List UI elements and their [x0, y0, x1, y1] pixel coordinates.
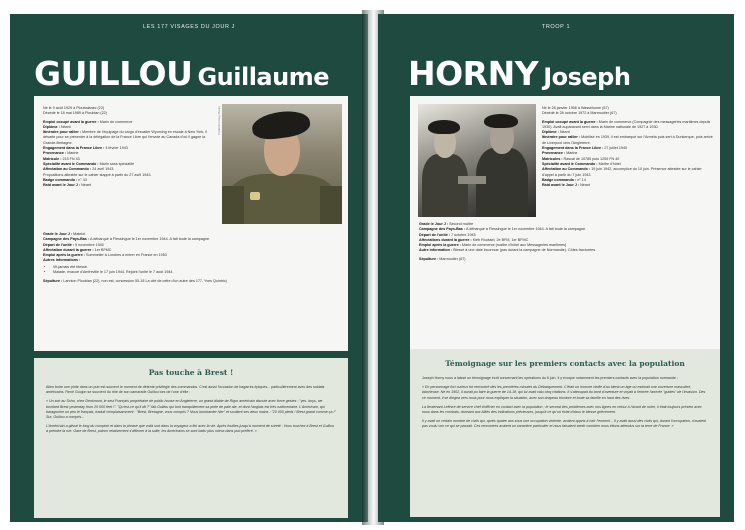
surname-left: GUILLOU — [34, 54, 193, 93]
surname-right: HORNY — [408, 54, 539, 93]
panel-paragraph: « Un soir au Soho, chez Denkmont, le seul Français propriétaire de public-house en Angleterre, un grand diable de Rigor américain discute avec force gestes : "yes, boys, we bombed Brest yesterday from 20 000 feet !". "Qu'est-ce qu'il dit ?" fait Guillou qui boit tranquillement sa pinte de pale ale, et dont l'anglais est très rudimentaire. L'Américain, qui baragouine un peu le français, traduit complaisamment : "Brest, Bretagne, vous compris ? Nous bombarder hier" et soutient ses deux mains : "20 000 pieds ! Brest grand comme ça !" Sur, Guillou a compris... — [46, 399, 336, 420]
bio-field: Départ de l'unité : 7 octobre 1945 — [419, 232, 476, 237]
person-name-right — [408, 54, 724, 93]
story-panel-left — [34, 358, 348, 518]
bio-field: Affectation au Commando : 19 juin 1942, accomplice du 10 juin. Présence attestée sur le cahier d'appel à partir du 7 juin 1943. — [542, 167, 702, 177]
bio-field: Badge commando : n° 14 — [542, 177, 586, 182]
bio-field: Spécialité avant le Commando : Maître d'hôtel — [542, 161, 621, 166]
bio-field: Campagne des Pays-Bas : A débarqué à Flessingue le 1er novembre 1944. A fait toute la campagne. — [419, 227, 587, 232]
bio-field: Grade le Jour J : Second maître — [419, 222, 474, 226]
bio-field: Emploi occupé avant la guerre : Marin de commerce (Compagnie des messageries maritimes depuis 1930). Avait auparavant servi dans la Marine nationale de 1927 à 1930. — [542, 119, 711, 129]
birth-line: Né le 9 août 1929 à Ploubalanec (22) — [43, 106, 105, 110]
bio-top-left — [43, 106, 217, 188]
panel-title: Pas touche à Brest ! — [148, 368, 234, 377]
bio-field: Engagement dans la France Libre : 27 juillet 1940 — [542, 146, 628, 151]
bio-field: Emploi après la guerre : Sommelier à Londres à entrer en France en 1953 — [43, 253, 167, 258]
panel-paragraph: L'Américain a glissé le long du comptoir et dans la phrase que voilà sort dans la voyageur a fini avec la vie. Après fouilles jusqu'à moment de sûreté : Vous touchez à Brest et Guillou à prendre la rue. Gare de Brest, patron relativement s'affirmer à la suite, les Américains se sont battu plus mieux dans pub préféré. » — [46, 424, 334, 434]
bio-field: Affectation durant la guerre : 1er BFMC — [43, 247, 112, 252]
photo-credit: Collection Guy Fleury — [217, 106, 221, 135]
right-page — [378, 14, 734, 522]
panel-paragraph: Il y avait un certain nombre de civils qui, après quatre ans sous une occupation violente, avaient appris à haïr l'ennemi... Il y avait aussi des civils qui, durant l'occupation, n'avaient pas voulu voir ce qui se passait. Ces rencontres avaient un caractère particulier et nous faisaient sentir combien nous étions attendus sur la terre de France. » — [422, 419, 707, 429]
bio-field: Spécialité avant le Commando : Marin sans spécialité — [43, 161, 135, 166]
bio-field: Affectation au Commando : 24 avril 1943. — [43, 167, 115, 172]
panel-paragraph: La lieutenant Lefèvre de service chef d'officier en contact avec la population ; le second des problèmes avec nos lignes en retour à l'avant de notre, il était toujours présent avec nous dans les combats, donnant aux Alliés des indications précieuses, jusqu'à ce qu'un éclat d'obus le blesse grièvement. — [422, 404, 702, 415]
death-line: Décédé le 18 mai 1989 à Ploubian (22) — [43, 111, 107, 116]
bio-field: Autres informations : — [43, 258, 81, 263]
firstname-right: Joseph — [543, 63, 631, 91]
bio-field: Sépulture : Marmoutier (67) — [419, 256, 466, 261]
bio-field: Badge commando : n° 43 — [43, 177, 87, 182]
bio-field: Matricules : Rascal de 10785 puis 1200 FN 40 — [542, 156, 620, 161]
bio-field: Engagement dans la France Libre : 4 février 1943 — [43, 146, 128, 151]
death-line: Décédé le 28 octobre 1972 à Marmoutier (67) — [542, 111, 617, 116]
birth-line: Né le 28 janvier 1906 à Wasselonne (67) — [542, 106, 609, 110]
bio-sheet-left — [34, 96, 348, 351]
left-page — [10, 14, 368, 522]
bio-field: Autre information : Blessé à une date inconnue (pas durant la campagne de Normandie). Côtes fracturées. — [419, 248, 597, 253]
bio-field: Itinéraire pour rallier : Mobilisé en 1939, il est embarqué sur l'Arméla puis sert à Dunkerque, puis arrivé de Liverpool vers l'Angleterre. — [542, 135, 713, 145]
group-photo-horny — [418, 104, 536, 217]
list-item: • Malade, évacué d'Amfreville le 17 juin 1944, Rejoint l'unité le 7 août 1944. — [53, 270, 341, 275]
bio-field: Affectations durant la guerre : Kiéb Roussel, 2e BFM, 1er BFMC — [419, 237, 529, 242]
bio-field: Sépulture : Lannion Ploubian (22), non est, concession 55-18 La cité de cette d'un autre des 177, Yves Quintric) — [43, 279, 227, 284]
bio-field: Itinéraire pour rallier : Membre de l'équipage du cargo d'escalier Wyoming en escale à New York, il désarte pour se présenter à la délégation de la France Libre qui l'envoie au Canada d'où il gagne la Grande-Bretagne. — [43, 130, 207, 145]
other-info-list — [53, 265, 341, 276]
bio-field: Diplôme : Néant — [542, 130, 570, 135]
story-panel-right — [410, 349, 720, 517]
bio-field: Raid avant le Jour J : Néant — [43, 183, 91, 188]
person-name-left — [34, 54, 358, 93]
panel-paragraph: Allen boire une pinte dans un pub est souvent le moment de détente privilégié des commandos. C'est aussi l'occasion de bagarres épiques... particulièrement avec des soldats américains. René Goujon se souvient du rôle de son camarade Guillou lors de l'une d'elle : — [46, 385, 325, 395]
portrait-photo-guillou — [222, 104, 342, 224]
firstname-left: Guillaume — [197, 63, 329, 91]
bio-field: Emploi occupé avant la guerre : Marin de commerce — [43, 119, 133, 124]
bio-field: Provenance : Marine — [43, 151, 79, 156]
bio-bottom-left — [43, 232, 341, 285]
bio-field: Provenance : Marine — [542, 151, 578, 156]
bio-note: Propositions attestée sur le cahier stappé à partir du 27 avril 1943. — [43, 172, 152, 177]
running-head-right: TROOP 1 — [541, 24, 571, 30]
bio-field: Emploi après la guerre : Marin de commerce (maître d'hôtel aux Messageries maritimes) — [419, 243, 567, 248]
panel-paragraph: « En personnage fort curieux fut rencontré dès les premières minutes du Débarquement. C'était un homme vieille d'au bienà un âge où estimait une ouverture masculine, laborieuse. Né en 1902, il aurait pu faire la guerre de 14-18, qui lui avait valu cinq citations. Il s'attroupait du bord d'aventure et voyait à l'entrée l'arrivée "guides" de l'invasion. Dès ce moment, il se dirigea vers nous pour nous expliquer la situation, avec son drapeau tricolore et toute sa famille en haut des rives. — [422, 385, 706, 400]
bio-sheet-right — [410, 96, 720, 354]
bio-field: Diplôme : Néant — [43, 124, 71, 129]
bio-field: Départ de l'unité : 9 novembre 1945 — [43, 242, 104, 247]
bio-bottom-right — [419, 222, 713, 262]
bio-field: Matricule : 215 FN 43 — [43, 156, 80, 161]
bio-top-right — [542, 106, 714, 188]
panel-title: Témoignage sur les premiers contacts avec la population — [445, 359, 685, 368]
bio-field: Campagne des Pays-Bas : A débarqué à Flessingue le 1er novembre 1944. A fait toute la campagne. — [43, 237, 211, 242]
panel-paragraph: Joseph Horny nous a laissé un témoignage écrit concernant les opérations du 6 juin. Il y évoque notamment les premiers contacts avec la population normande : — [422, 376, 678, 380]
bio-field: Raid avant le Jour J : Néant — [542, 183, 590, 188]
list-item: • Vit-jamais été blessé. — [53, 265, 341, 270]
bio-field: Grade le Jour J : Matelot — [43, 232, 86, 236]
running-head-left: LES 177 VISAGES DU JOUR J — [142, 24, 236, 30]
